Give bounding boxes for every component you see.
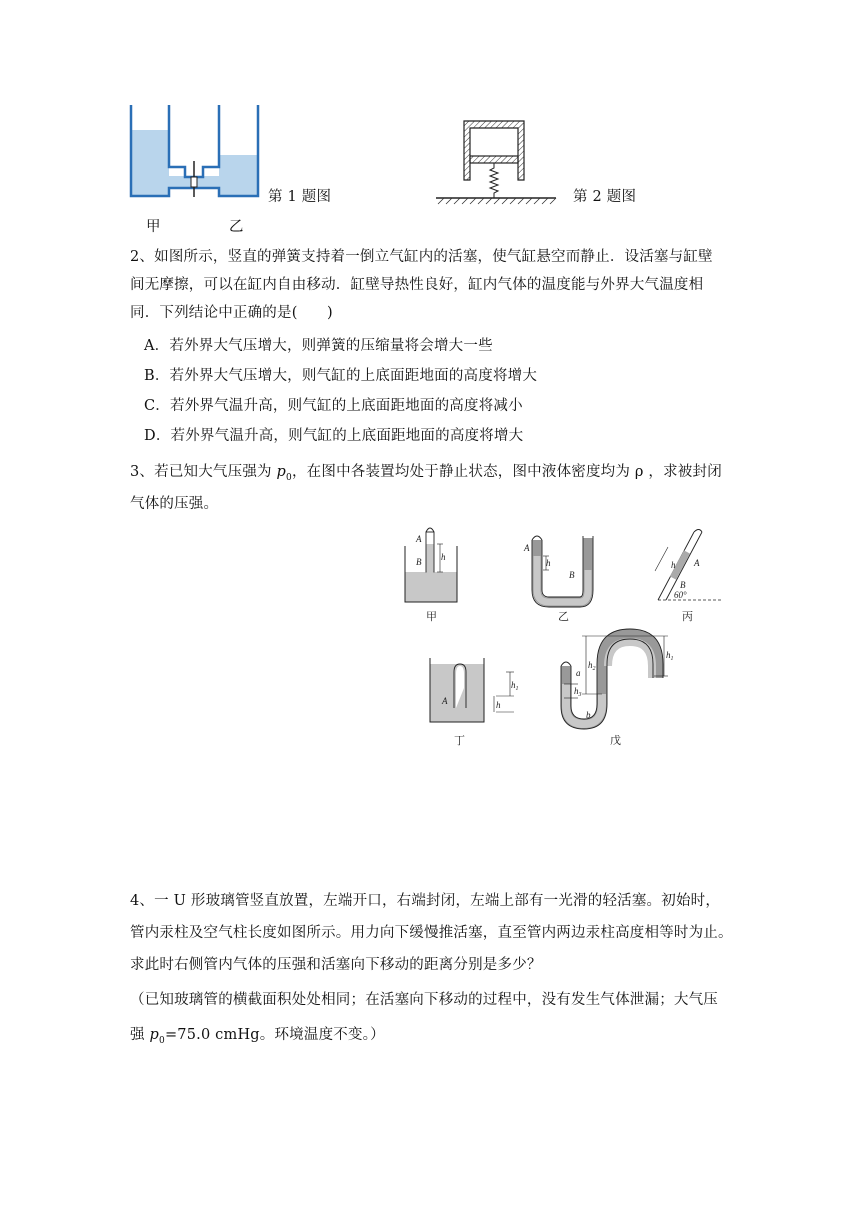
fig3-wu-label-h1: $h_1$ xyxy=(666,650,674,662)
fig3-bing xyxy=(655,530,722,624)
q4-line-3: 求此时右侧管内气体的压强和活塞向下移动的距离分别是多少？ xyxy=(130,957,542,973)
fig3-wu-caption: 戊 xyxy=(610,734,621,747)
fig3-jia-caption: 甲 xyxy=(426,610,437,623)
q4-p0-symbol: p xyxy=(149,1027,159,1043)
fig3-yi xyxy=(523,536,593,623)
q2-option-d: D．若外界气温升高，则气缸的上底面距地面的高度将增大 xyxy=(144,428,524,444)
fig3-wu-label-h2: $h_2$ xyxy=(588,660,596,672)
fig2-drawing xyxy=(432,118,562,210)
fig3-bing-label-a: A xyxy=(694,558,700,568)
q3-line-2: 气体的压强。 xyxy=(130,496,219,512)
fig3-bing-label-angle: 60° xyxy=(674,590,687,600)
fig3-yi-label-b: B xyxy=(569,570,575,580)
q4-p0-subscript: 0 xyxy=(159,1035,165,1046)
fig3-yi-label-a: A xyxy=(524,543,530,553)
fig1-water-right xyxy=(219,155,257,195)
fig3-ding xyxy=(430,658,519,747)
fig3-yi-caption: 乙 xyxy=(558,610,569,623)
fig1-drawing xyxy=(125,105,265,200)
fig3-ding-label-h: h xyxy=(496,700,501,710)
fig1-water-left xyxy=(132,130,169,195)
q3-p0-symbol: p xyxy=(276,464,287,480)
fig3-yi-label-h: h xyxy=(546,558,551,568)
q2-stem-line-1: 2、如图所示，竖直的弹簧支持着一倒立气缸内的活塞，使气缸悬空而静止．设活塞与缸壁 xyxy=(130,249,713,265)
q2-option-b: B．若外界大气压增大，则气缸的上底面距地面的高度将增大 xyxy=(144,368,538,384)
q4-line-5 xyxy=(130,1025,385,1051)
q4-line-2: 管内汞柱及空气柱长度如图所示。用力向下缓慢推活塞，直至管内两边汞柱高度相等时为止。 xyxy=(130,925,733,941)
fig2-caption: 第 2 题图 xyxy=(573,189,637,205)
fig3-jia-label-h: h xyxy=(441,552,446,562)
fig3-ding-label-a: A xyxy=(442,696,448,706)
fig1-label-jia: 甲 xyxy=(146,219,161,235)
fig3-ding-label-h1: $h_1$ xyxy=(511,680,519,692)
fig3-wu xyxy=(561,629,674,747)
q3-line-1 xyxy=(130,462,722,488)
fig3-ding-caption: 丁 xyxy=(454,734,465,747)
q4-last-post: =75.0 cmHg。环境温度不变。） xyxy=(164,1027,385,1043)
q4-line-4: （已知玻璃管的横截面积处处相同；在活塞向下移动的过程中，没有发生气体泄漏；大气压 xyxy=(130,992,718,1008)
q2-stem-line-2: 间无摩擦，可以在缸内自由移动．缸壁导热性良好，缸内气体的温度能与外界大气温度相 xyxy=(130,277,704,293)
q2-stem-line-3: 同．下列结论中正确的是( ) xyxy=(130,305,333,321)
fig3-jia-label-a: A xyxy=(416,534,422,544)
q4-last-pre: 强 xyxy=(130,1027,150,1043)
q2-option-c: C．若外界气温升高，则气缸的上底面距地面的高度将减小 xyxy=(144,398,523,414)
q2-option-a: A．若外界大气压增大，则弹簧的压缩量将会增大一些 xyxy=(144,338,493,354)
q4-line-1: 4、一 U 形玻璃管竖直放置，左端开口，右端封闭，左端上部有一光滑的轻活塞。初始时， xyxy=(130,893,721,909)
fig3-wu-label-a: a xyxy=(576,668,581,678)
fig3-bing-caption: 丙 xyxy=(682,610,693,623)
fig3-bing-label-h: h xyxy=(671,560,676,570)
fig3-wu-label-h3: $h_3$ xyxy=(574,686,582,698)
fig1-label-yi: 乙 xyxy=(229,219,244,235)
q3-p0-subscript: 0 xyxy=(286,472,292,483)
fig1-caption: 第 1 题图 xyxy=(268,189,332,205)
q3-line1-post: ，在图中各装置均处于静止状态，图中液体密度均为 ρ ，求被封闭 xyxy=(291,464,722,480)
fig3-wu-label-b: b xyxy=(586,710,591,720)
fig3-jia xyxy=(405,528,457,623)
fig3-jia-label-b: B xyxy=(416,557,422,567)
q3-line1-pre: 3、若已知大气压强为 xyxy=(130,464,277,480)
fig3-drawing xyxy=(396,518,736,750)
fig3-bing-label-b: B xyxy=(680,580,686,590)
